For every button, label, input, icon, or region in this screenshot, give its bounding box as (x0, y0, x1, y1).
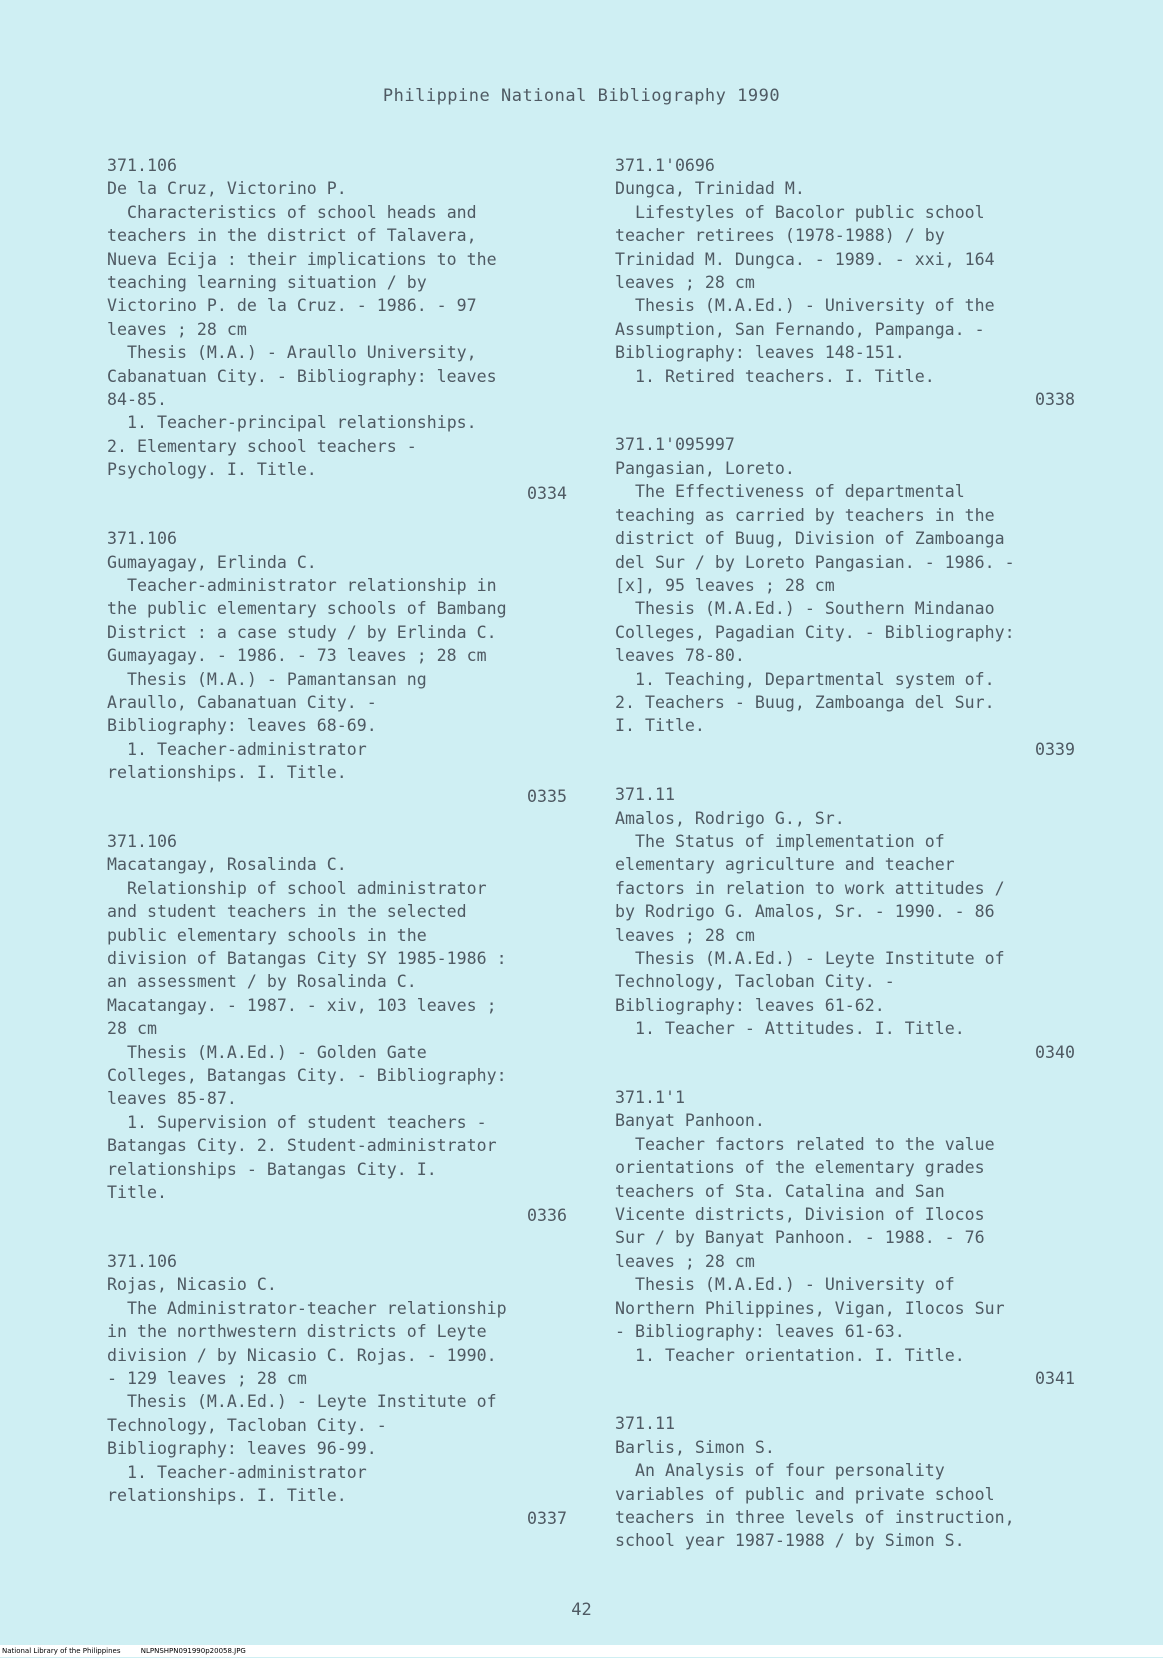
subjects: 1. Teacher - Attitudes. I. Title. (635, 1019, 965, 1039)
thesis-note: Thesis (M.A.Ed.) - Southern Mindanao Colleges, Pagadian City. - Bibliography: leaves 78-80. (615, 599, 1015, 666)
author: Dungca, Trinidad M. (615, 179, 805, 199)
bib-entry (615, 1086, 1075, 1390)
thesis-note: Thesis (M.A.) - Araullo University, Cabanatuan City. - Bibliography: leaves 84-85. (107, 343, 497, 410)
description: The Status of implementation of elementary agriculture and teacher factors in relation to work attitudes / by Rodrigo G. Amalos, Sr. - 1990. - 86 leaves ; 28 cm (615, 831, 1005, 945)
entry-number: 0336 (527, 1206, 567, 1226)
footer-file: NLPNSHPN091990p20058.JPG (140, 1647, 246, 1655)
classification: 371.1'0696 (615, 156, 715, 175)
thesis-note: Thesis (M.A.Ed.) - Leyte Institute of Technology, Tacloban City. - Bibliography: leaves 61-62. (615, 949, 1005, 1015)
thesis-note: Thesis (M.A.Ed.) - University of the Assumption, San Fernando, Pampanga. - Bibliography: leaves 148-151. (615, 296, 995, 363)
scan-footer (0, 1645, 1163, 1657)
author: Amalos, Rodrigo G., Sr. (615, 808, 845, 828)
bib-entry (107, 1250, 567, 1531)
subjects: 1. Teacher-administrator relationships. I. Title. (107, 1462, 367, 1505)
entry-number: 0339 (1035, 739, 1075, 759)
thesis-note: Thesis (M.A.Ed.) - Golden Gate Colleges, Batangas City. - Bibliography: leaves 85-87. (107, 1042, 507, 1109)
author: Barlis, Simon S. (615, 1437, 775, 1457)
classification: 371.11 (615, 1414, 675, 1434)
bib-entry (107, 527, 567, 808)
bib-entry (615, 1412, 1075, 1552)
author: Banyat Panhoon. (615, 1111, 765, 1131)
classification: 371.106 (107, 1251, 177, 1271)
bib-entry (615, 783, 1075, 1064)
thesis-note: Thesis (M.A.Ed.) - University of Northern Philippines, Vigan, Ilocos Sur - Bibliography: leaves 61-63. (615, 1275, 1005, 1342)
description: Teacher factors related to the value orientations of the elementary grades teachers of Sta. Catalina and San Vicente districts, Division of Ilocos Sur / by Banyat Panhoon. - 1988. - 76 leaves ; 28 cm (615, 1134, 995, 1271)
classification: 371.1'1 (615, 1088, 685, 1108)
bib-entry (107, 154, 567, 505)
entry-number: 0341 (1035, 1368, 1075, 1388)
left-column (107, 154, 567, 1553)
author: Pangasian, Loreto. (615, 458, 795, 478)
description: The Effectiveness of departmental teaching as carried by teachers in the district of Buug, Division of Zamboanga del Sur / by Loreto Pangasian. - 1986. - [x], 95 leaves ; 28 cm (615, 482, 1015, 595)
entry-number: 0335 (527, 786, 567, 806)
subjects: 1. Supervision of student teachers - Batangas City. 2. Student-administrator relationships - Batangas City. I. Title. (107, 1112, 497, 1203)
page-number: 42 (571, 1600, 592, 1620)
thesis-note: Thesis (M.A.) - Pamantansan ng Araullo, Cabanatuan City. - Bibliography: leaves 68-69. (107, 669, 427, 736)
classification: 371.106 (107, 831, 177, 851)
bib-entry (615, 154, 1075, 411)
bib-entry (107, 830, 567, 1228)
footer-library: National Library of the Philippines (2, 1647, 121, 1655)
description: Relationship of school administrator and student teachers in the selected public elementary schools in the division of Batangas City SY 1985-1986 : an assessment / by Rosalinda C. Macatangay. - 1987. - xiv, 103 leaves ; 28 cm (107, 878, 507, 1039)
subjects: 1. Retired teachers. I. Title. (635, 366, 935, 386)
description: Teacher-administrator relationship in the public elementary schools of Bambang District : a case study / by Erlinda C. Gumayagay. - 1986. - 73 leaves ; 28 cm (107, 575, 507, 666)
subjects: 1. Teacher-administrator relationships. I. Title. (107, 739, 367, 783)
author: Gumayagay, Erlinda C. (107, 552, 317, 572)
right-column (615, 154, 1075, 1575)
author: Macatangay, Rosalinda C. (107, 855, 347, 875)
entry-number: 0334 (527, 483, 567, 503)
description: An Analysis of four personality variables of public and private school teachers in three levels of instruction, school year 1987-1988 / by Simon S. (615, 1461, 1015, 1551)
subjects: 1. Teacher-principal relationships. 2. Elementary school teachers - Psychology. I. Title. (107, 413, 477, 480)
entry-number: 0338 (1035, 390, 1075, 410)
classification: 371.11 (615, 785, 675, 805)
author: Rojas, Nicasio C. (107, 1275, 277, 1295)
bib-entry (615, 433, 1075, 761)
description: The Administrator-teacher relationship in the northwestern districts of Leyte division / by Nicasio C. Rojas. - 1990. - 129 leaves ; 28 cm (107, 1298, 507, 1388)
author: De la Cruz, Victorino P. (107, 179, 347, 199)
entry-number: 0337 (527, 1509, 567, 1529)
classification: 371.1'095997 (615, 435, 735, 455)
description: Characteristics of school heads and teachers in the district of Talavera, Nueva Ecija : their implications to the teaching learning situation / by Victorino P. de la Cruz. - 1986. - 97 leaves ; 28 cm (107, 202, 497, 339)
classification: 371.106 (107, 156, 177, 175)
subjects: 1. Teacher orientation. I. Title. (635, 1345, 965, 1365)
entry-number: 0340 (1035, 1042, 1075, 1062)
classification: 371.106 (107, 529, 177, 549)
description: Lifestyles of Bacolor public school teacher retirees (1978-1988) / by Trinidad M. Dungca. - 1989. - xxi, 164 leaves ; 28 cm (615, 202, 995, 293)
subjects: 1. Teaching, Departmental system of. 2. Teachers - Buug, Zamboanga del Sur. I. Title. (615, 669, 995, 736)
thesis-note: Thesis (M.A.Ed.) - Leyte Institute of Technology, Tacloban City. - Bibliography: leaves 96-99. (107, 1392, 497, 1459)
page-header: Philippine National Bibliography 1990 (382, 86, 781, 106)
